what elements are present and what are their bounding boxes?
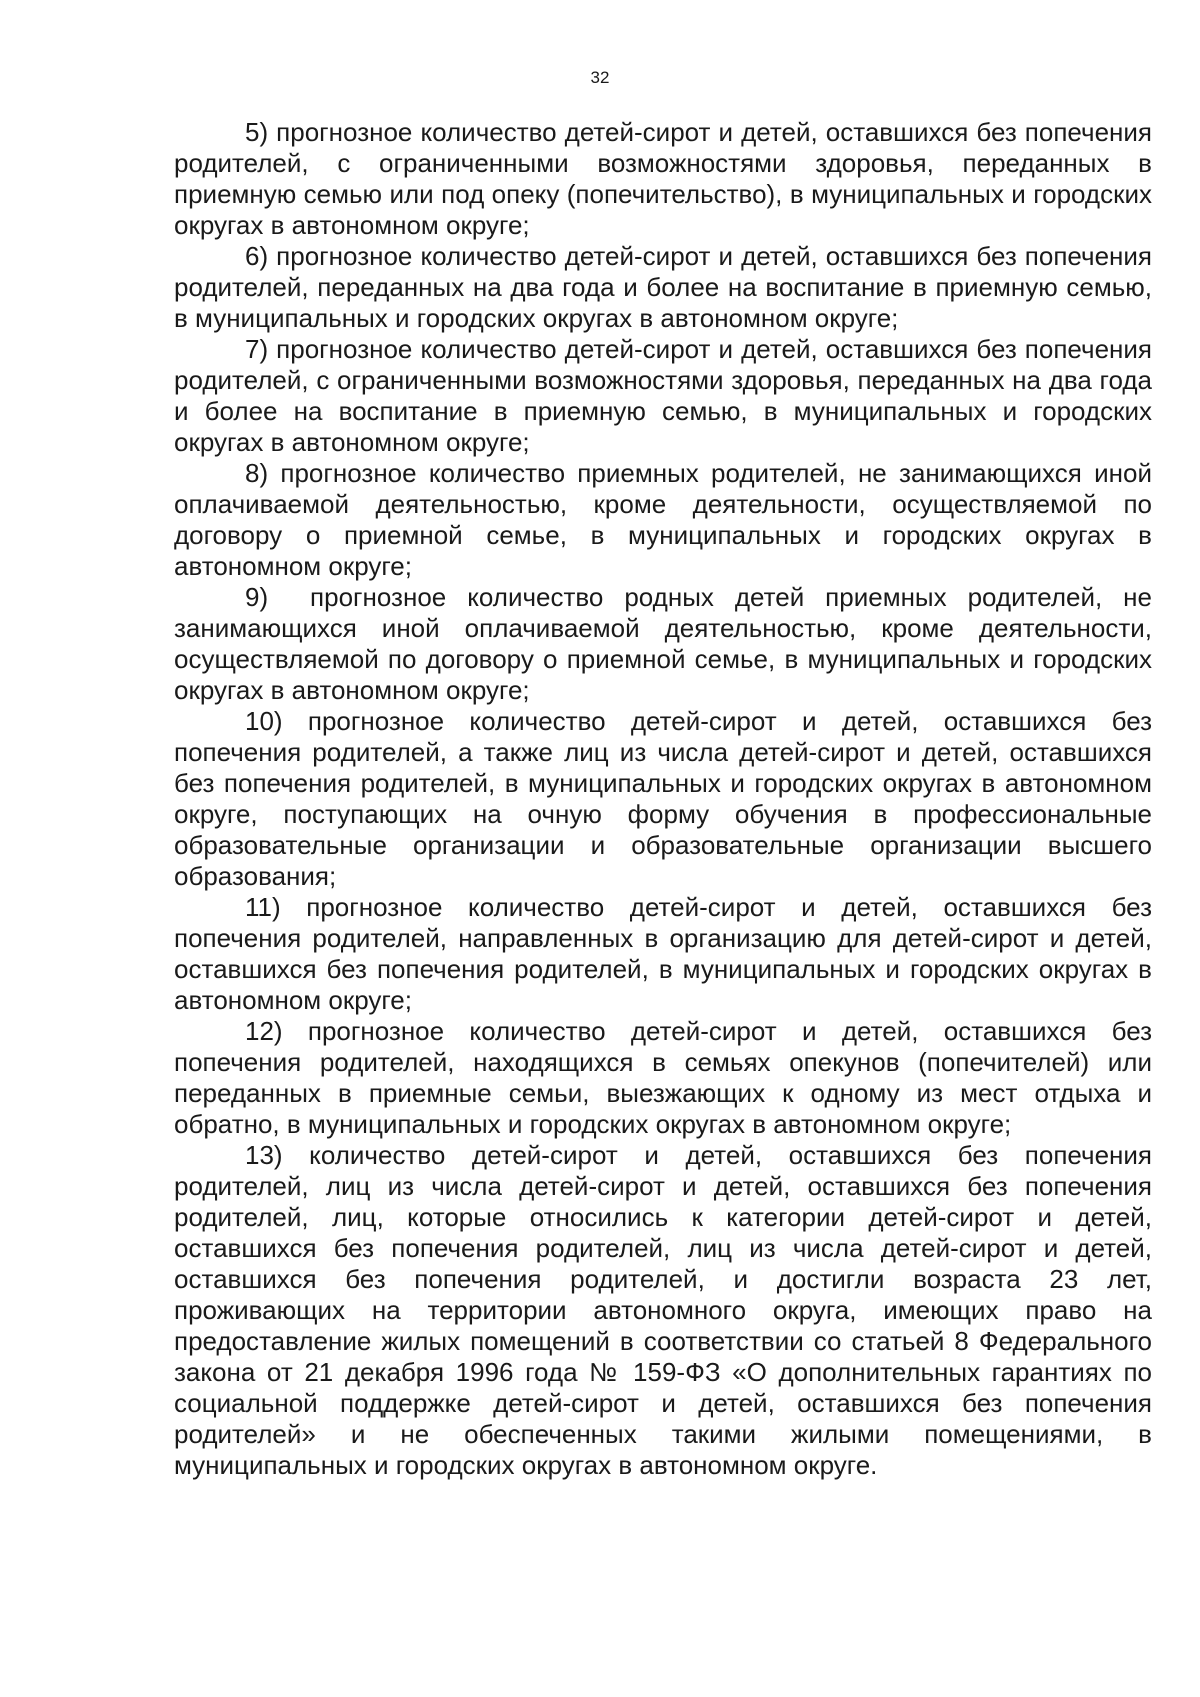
list-item-5: 5) прогнозное количество детей-сирот и детей, оставшихся без попечения родителей, с ограниченными возможностями здоровья, переданных в приемную семью или под опеку (попечительство), в муниципальных и городских округах в автономном округе; xyxy=(174,117,1152,240)
list-item-12: 12) прогнозное количество детей-сирот и детей, оставшихся без попечения родителей, находящихся в семьях опекунов (попечителей) или переданных в приемные семьи, выезжающих к одному из мест отдыха и обратно, в муниципальных и городских округах в автономном округе; xyxy=(174,1016,1152,1139)
document-body xyxy=(174,117,1160,1481)
page-number: 32 xyxy=(590,68,610,87)
list-item-13: 13) количество детей-сирот и детей, оставшихся без попечения родителей, лиц из числа детей-сирот и детей, оставшихся без попечения родителей, лиц, которые относились к категории детей-сирот и детей, оставшихся без попечения родителей, лиц из числа детей-сирот и детей, оставшихся без попечения родителей, и достигли возраста 23 лет, проживающих на территории автономного округа, имеющих право на предоставление жилых помещений в соответствии со статьей 8 Федерального закона от 21 декабря 1996 года № 159-ФЗ «О дополнительных гарантиях по социальной поддержке детей-сирот и детей, оставшихся без попечения родителей» и не обеспеченных такими жилыми помещениями, в муниципальных и городских округах в автономном округе. xyxy=(174,1140,1152,1480)
list-item-10: 10) прогнозное количество детей-сирот и детей, оставшихся без попечения родителей, а также лиц из числа детей-сирот и детей, оставшихся без попечения родителей, в муниципальных и городских округах в автономном округе, поступающих на очную форму обучения в профессиональные образовательные организации и образовательные организации высшего образования; xyxy=(174,706,1152,891)
list-item-8: 8) прогнозное количество приемных родителей, не занимающихся иной оплачиваемой деятельностью, кроме деятельности, осуществляемой по договору о приемной семье, в муниципальных и городских округах в автономном округе; xyxy=(174,458,1152,581)
list-item-9: 9) прогнозное количество родных детей приемных родителей, не занимающихся иной оплачиваемой деятельностью, кроме деятельности, осуществляемой по договору о приемной семье, в муниципальных и городских округах в автономном округе; xyxy=(174,582,1160,705)
list-item-7: 7) прогнозное количество детей-сирот и детей, оставшихся без попечения родителей, с ограниченными возможностями здоровья, переданных на два года и более на воспитание в приемную семью, в муниципальных и городских округах в автономном округе; xyxy=(174,334,1152,457)
list-item-6: 6) прогнозное количество детей-сирот и детей, оставшихся без попечения родителей, переданных на два года и более на воспитание в приемную семью, в муниципальных и городских округах в автономном округе; xyxy=(174,241,1152,333)
list-item-11: 11) прогнозное количество детей-сирот и детей, оставшихся без попечения родителей, направленных в организацию для детей-сирот и детей, оставшихся без попечения родителей, в муниципальных и городских округах в автономном округе; xyxy=(174,892,1152,1015)
